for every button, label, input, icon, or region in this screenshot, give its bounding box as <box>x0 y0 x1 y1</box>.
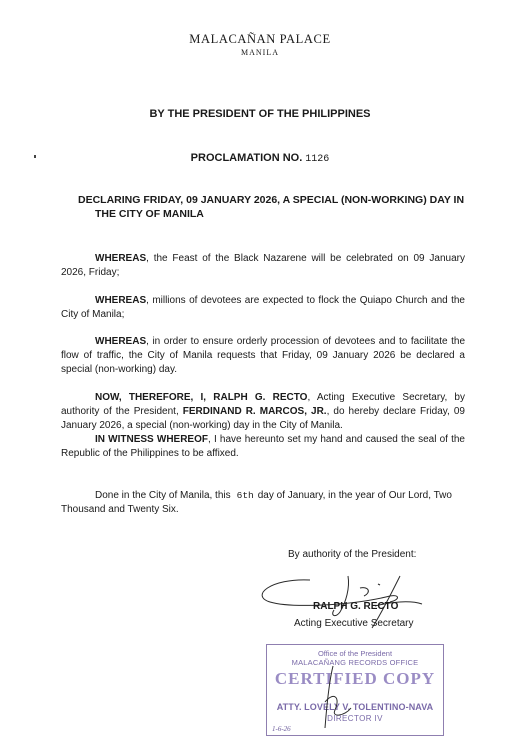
proclamation-title: DECLARING FRIDAY, 09 JANUARY 2026, A SPECIAL (NON-WORKING) DAY IN THE CITY OF MANILA <box>78 194 465 220</box>
paragraph-text: Done in the City of Manila, this <box>95 490 231 501</box>
done-paragraph <box>61 489 465 517</box>
president-name: FERDINAND R. MARCOS, JR. <box>182 406 327 417</box>
paragraph-text: , millions of devotees are expected to flock the Quiapo Church and the City of Manila; <box>61 295 465 320</box>
stamp-initial-signature <box>305 662 365 732</box>
paragraph-text: day of January, in the year of Our Lord, Two Thousand and Twenty Six. <box>61 490 452 515</box>
issuer-line: BY THE PRESIDENT OF THE PHILIPPINES <box>149 108 371 120</box>
paragraph-text: , in order to ensure orderly procession of devotees and to facilitate the flow of traffic, the City of Manila requests that Friday, 09 January 2026 be declared a special (non-working) day. <box>61 336 465 375</box>
whereas-paragraph-3 <box>61 335 465 377</box>
authority-line: By authority of the President: <box>288 549 417 560</box>
paragraph-lead: NOW, THEREFORE, I, RALPH G. RECTO <box>95 392 308 403</box>
paragraph-lead: IN WITNESS WHEREOF <box>95 434 208 445</box>
whereas-paragraph-1 <box>61 252 465 280</box>
whereas-paragraph-2 <box>61 294 465 322</box>
witness-paragraph <box>61 433 465 461</box>
stamp-date: 1-6-26 <box>272 725 291 733</box>
paragraph-text: , I have hereunto set my hand and caused the seal of the Republic of the Philippines to be affixed. <box>61 434 465 459</box>
paragraph-text: , Acting Executive Secretary, by authority of the President, <box>61 392 465 417</box>
stamp-director-title: DIRECTOR IV <box>327 714 383 723</box>
proclamation-number-line <box>0 152 520 165</box>
paragraph-text: , the Feast of the Black Nazarene will be celebrated on 09 January 2026, Friday; <box>61 253 465 278</box>
signer-name: RALPH G. RECTO <box>313 601 399 612</box>
office-header: MALACAÑAN PALACE <box>189 32 331 46</box>
paragraph-text: , do hereby declare Friday, 09 January 2026, a special (non-working) day in the City of Manila. <box>61 406 465 431</box>
stamp-office: Office of the President <box>317 649 393 658</box>
proclamation-number: 1126 <box>305 154 330 165</box>
day-value: 6th <box>236 490 254 501</box>
paragraph-lead: WHEREAS <box>95 295 147 306</box>
declaration-paragraph <box>61 391 465 433</box>
stamp-director-name: ATTY. LOVELY V. TOLENTINO-NAVA <box>276 702 434 712</box>
proclamation-label: PROCLAMATION NO. <box>190 152 303 164</box>
stamp-certified-copy: CERTIFIED COPY <box>274 669 436 688</box>
paragraph-lead: WHEREAS <box>95 253 147 264</box>
signer-title: Acting Executive Secretary <box>294 618 414 629</box>
stamp-records-office: MALACAÑANG RECORDS OFFICE <box>291 658 419 667</box>
city-header: MANILA <box>241 48 279 57</box>
paragraph-lead: WHEREAS <box>95 336 147 347</box>
